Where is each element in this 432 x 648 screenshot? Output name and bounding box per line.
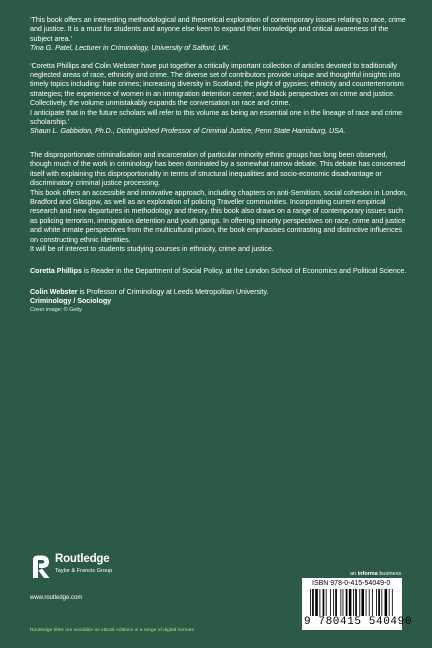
publisher-name: Routledge xyxy=(55,553,110,565)
author-name: Coretta Phillips xyxy=(30,266,82,276)
description-paragraph: The disproportionate criminalisation and incarceration of particular minority ethnic groups has long been observed, though much of the work in criminology has been dominated by a somewhat narrow debate. This debate has concerned itself with explaining this disproportionality in terms of structural inequalities and socio-economic disadvantage or discriminatory criminal justice processing. xyxy=(30,149,406,188)
author-name: Colin Webster xyxy=(30,286,78,296)
cover-text xyxy=(30,15,410,315)
author-bio-text: is Reader in the Department of Social Policy, at the London School of Economics and Political Science. xyxy=(81,266,407,276)
quote-text: ‘Coretta Phillips and Colin Webster have put together a critically important collection of articles devoted to traditionally neglected areas of race, ethnicity and crime. The diverse set of contributors provide unique and thoughtful insights into timely topics including: hate crimes; increasing diversity in Scotland; the plight of gypsies; ethnicity and counterterrorism strategies; the experience of women in an immigration detention center; and black perspectives on crime and justice. Collectively, the volume unmistakably expands the conversation on race and crime. xyxy=(30,60,404,108)
cover-image-credit: Cover image: © Getty xyxy=(30,306,82,313)
isbn-label: ISBN 978-0-415-54049-0 xyxy=(312,580,391,587)
imprint-prefix: an xyxy=(350,571,358,577)
quote-attribution: Tina G. Patel, Lecturer in Criminology, University of Salford, UK. xyxy=(30,43,231,53)
informa-imprint xyxy=(350,571,401,577)
imprint-suffix: business xyxy=(377,571,402,577)
review-quote-2 xyxy=(30,61,410,136)
publisher-website[interactable]: www.routledge.com xyxy=(30,595,83,601)
review-quote-1 xyxy=(30,15,410,53)
barcode-icon xyxy=(310,589,396,619)
description-paragraph: It will be of interest to students studying courses in ethnicity, crime and justice. xyxy=(30,243,274,253)
subject-category: Criminology / Sociology xyxy=(30,296,112,306)
routledge-logo xyxy=(30,553,180,587)
author-bio xyxy=(30,266,410,275)
barcode-panel xyxy=(302,578,413,630)
routledge-logo-icon xyxy=(30,554,52,580)
author-bio xyxy=(30,287,410,296)
quote-text: ‘This book offers an interesting methodological and theoretical exploration of contemporary issues relating to race, crime and justice. It is a must for students and anyone else keen to expand their knowledge and critical awareness of the subject area.’ xyxy=(30,15,406,43)
ebook-note: Routledge titles are available as eBook editions in a range of digital formats xyxy=(30,628,194,633)
ean-number: 9 780415 540490 xyxy=(304,616,413,628)
quote-attribution: Shaun L. Gabbidon, Ph.D., Distinguished Professor of Criminal Justice, Penn State Harrisburg, USA. xyxy=(30,126,346,136)
author-bio-text: is Professor of Criminology at Leeds Metropolitan University. xyxy=(77,286,269,296)
imprint-name: informa xyxy=(357,571,378,577)
quote-text-continued: I anticipate that in the future scholars will refer to this volume as being an essential one in the lineage of race and crime scholarship.’ xyxy=(30,107,403,127)
description-paragraph: This book offers an accessible and innovative approach, including chapters on anti-Semitism, social cohesion in London, Bradford and Glasgow, as well as an exploration of policing Traveller communities. Incorporating current empirical research and new departures in methodology and theory, this book also draws on a range of contemporary issues such as policing terrorism, immigration detention and youth gangs. In offering minority perspectives on race, crime and justice and white inmate perspectives from the multicultural prison, the book emphasises contrasting and distinctive influences on constructing ethnic identities. xyxy=(30,187,408,244)
publisher-group: Taylor & Francis Group xyxy=(55,568,113,574)
